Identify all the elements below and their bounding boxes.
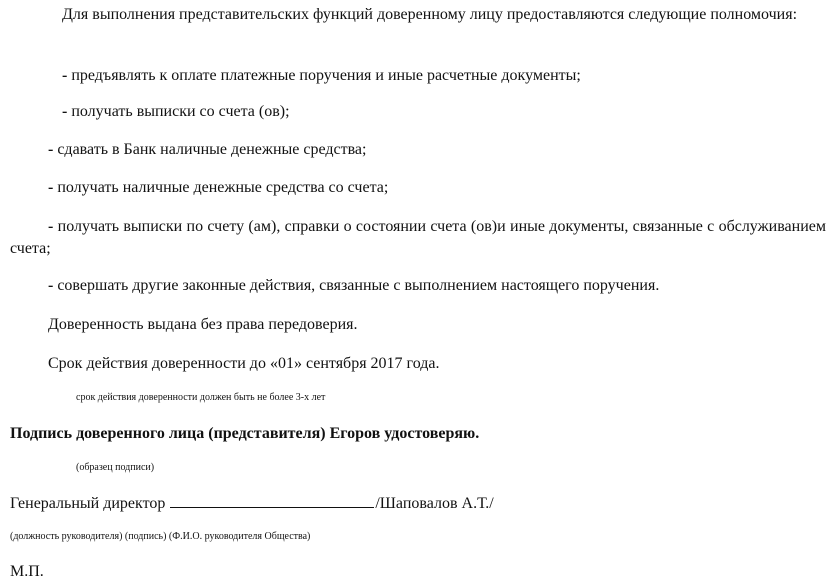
director-caption: (должность руководителя) (подпись) (Ф.И.О. руководителя Общества) bbox=[10, 531, 311, 542]
power-item bbox=[48, 276, 659, 296]
powers-intro: Для выполнения представительских функций доверенному лицу предоставляются следующие полномочия: bbox=[62, 6, 798, 23]
power-item bbox=[62, 66, 581, 86]
power-item bbox=[48, 178, 388, 198]
power-item-text: получать выписки по счету (ам), справки о состоянии счета (ов)и иные документы, связанные с обслуживанием счета; bbox=[10, 218, 827, 257]
power-item-dash: - bbox=[62, 103, 68, 120]
signature-blank bbox=[170, 493, 374, 508]
power-item bbox=[48, 140, 366, 160]
signature-certification: Подпись доверенного лица (представителя) Егоров удостоверяю. bbox=[10, 425, 480, 442]
power-item-dash: - bbox=[62, 67, 68, 84]
no-transfer-clause: Доверенность выдана без права передоверия. bbox=[48, 316, 358, 333]
validity-text: Срок действия доверенности до «01» сентября 2017 года. bbox=[48, 355, 440, 372]
signature-sample-caption: (образец подписи) bbox=[76, 462, 155, 473]
power-item bbox=[10, 216, 826, 260]
validity-note: срок действия доверенности должен быть не более 3-х лет bbox=[76, 392, 326, 403]
power-item-text: получать наличные денежные средства со счета; bbox=[57, 179, 389, 196]
director-position: Генеральный директор bbox=[10, 495, 166, 512]
power-item-dash: - bbox=[48, 277, 54, 294]
director-signature-line bbox=[10, 493, 494, 514]
director-name: /Шаповалов А.Т./ bbox=[375, 495, 494, 512]
power-item-text: сдавать в Банк наличные денежные средства; bbox=[57, 141, 367, 158]
power-item-dash: - bbox=[48, 218, 54, 235]
power-item-text: предъявлять к оплате платежные поручения и иные расчетные документы; bbox=[71, 67, 581, 84]
power-item-text: совершать другие законные действия, связанные с выполнением настоящего поручения. bbox=[57, 277, 660, 294]
stamp-place: М.П. bbox=[10, 563, 44, 580]
power-item-dash: - bbox=[48, 141, 54, 158]
power-item bbox=[62, 102, 290, 122]
power-item-dash: - bbox=[48, 179, 54, 196]
power-item-text: получать выписки со счета (ов); bbox=[71, 103, 290, 120]
